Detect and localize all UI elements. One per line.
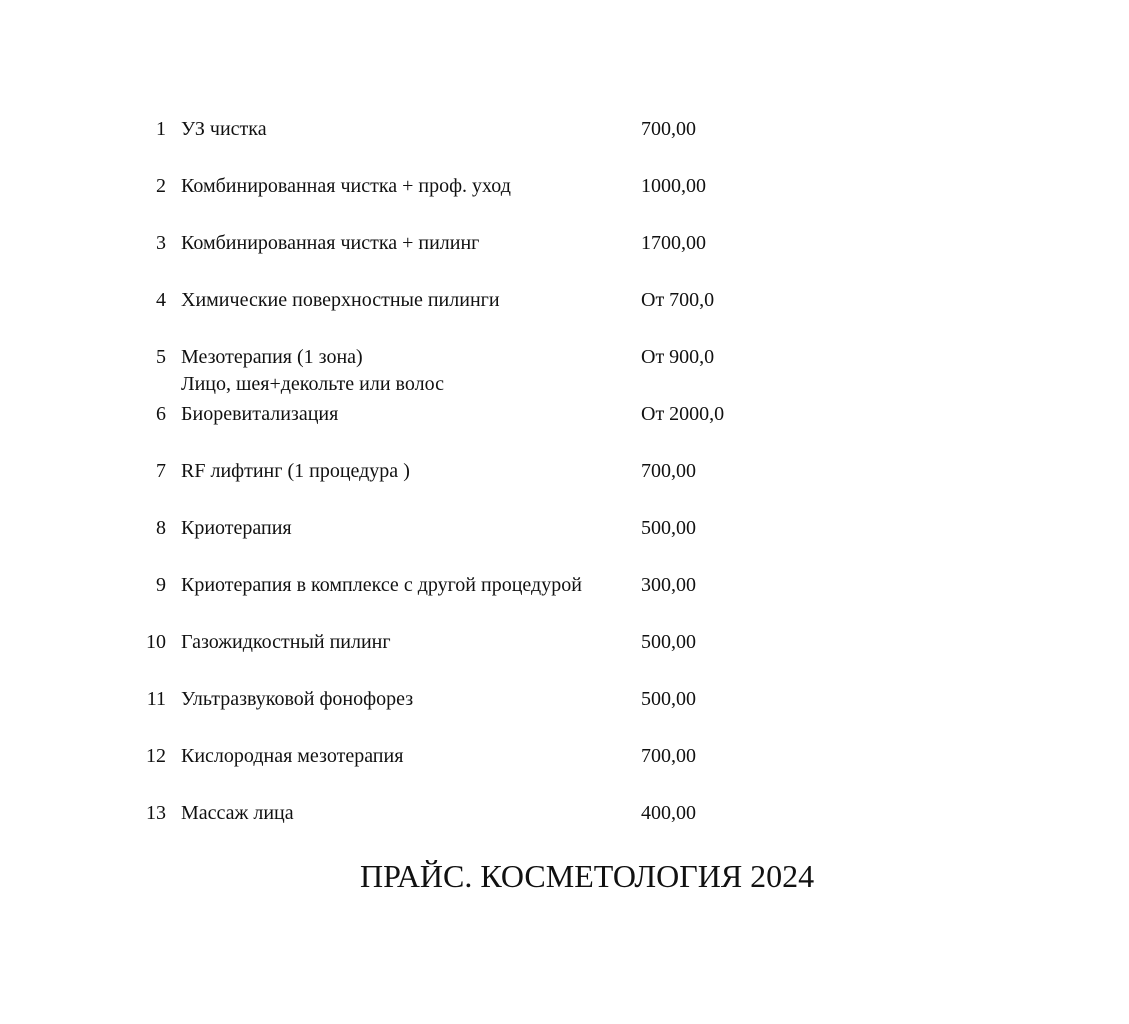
price-row xyxy=(0,513,1129,543)
service-name: Комбинированная чистка + проф. уход xyxy=(181,175,511,197)
service-price: 500,00 xyxy=(641,517,696,539)
item-number: 3 xyxy=(156,232,166,254)
service-name: УЗ чистка xyxy=(181,118,267,140)
price-row xyxy=(0,741,1129,771)
item-number: 13 xyxy=(146,802,166,824)
item-number: 5 xyxy=(156,346,166,368)
item-number: 8 xyxy=(156,517,166,539)
price-row xyxy=(0,684,1129,714)
service-name: Газожидкостный пилинг xyxy=(181,631,391,653)
price-row xyxy=(0,627,1129,657)
service-price: От 2000,0 xyxy=(641,403,725,425)
service-name: Биоревитализация xyxy=(181,403,339,425)
price-row xyxy=(0,798,1129,828)
item-number: 10 xyxy=(146,631,166,653)
item-number: 6 xyxy=(156,403,166,425)
service-name: Массаж лица xyxy=(181,802,294,824)
item-number: 2 xyxy=(156,175,166,197)
service-name: Комбинированная чистка + пилинг xyxy=(181,232,480,254)
service-name: Мезотерапия (1 зона) xyxy=(181,346,363,368)
service-subtitle: Лицо, шея+декольте или волос xyxy=(181,373,444,395)
item-number: 11 xyxy=(146,688,166,710)
service-name: Кислородная мезотерапия xyxy=(181,745,404,767)
service-price: 300,00 xyxy=(641,574,696,596)
price-row xyxy=(0,171,1129,201)
service-price: 1700,00 xyxy=(641,232,706,254)
service-price: От 700,0 xyxy=(641,289,715,311)
service-name: RF лифтинг (1 процедура ) xyxy=(181,460,410,482)
price-row xyxy=(0,114,1129,144)
item-number: 9 xyxy=(156,574,166,596)
service-price: 500,00 xyxy=(641,688,696,710)
service-name: Криотерапия в комплексе с другой процедурой xyxy=(181,574,582,596)
service-price: От 900,0 xyxy=(641,346,715,368)
price-row xyxy=(0,570,1129,600)
price-row xyxy=(0,285,1129,315)
price-row xyxy=(0,342,1129,395)
item-number: 1 xyxy=(156,118,166,140)
service-price: 700,00 xyxy=(641,460,696,482)
price-row xyxy=(0,228,1129,258)
service-name: Ультразвуковой фонофорез xyxy=(181,688,414,710)
page-title: ПРАЙС. КОСМЕТОЛОГИЯ 2024 xyxy=(360,858,815,894)
service-price: 500,00 xyxy=(641,631,696,653)
service-price: 700,00 xyxy=(641,745,696,767)
price-row xyxy=(0,399,1129,429)
service-price: 700,00 xyxy=(641,118,696,140)
service-price: 400,00 xyxy=(641,802,696,824)
service-price: 1000,00 xyxy=(641,175,706,197)
item-number: 12 xyxy=(146,745,166,767)
service-name: Криотерапия xyxy=(181,517,292,539)
item-number: 7 xyxy=(156,460,166,482)
service-name: Химические поверхностные пилинги xyxy=(181,289,500,311)
item-number: 4 xyxy=(156,289,166,311)
price-row xyxy=(0,456,1129,486)
